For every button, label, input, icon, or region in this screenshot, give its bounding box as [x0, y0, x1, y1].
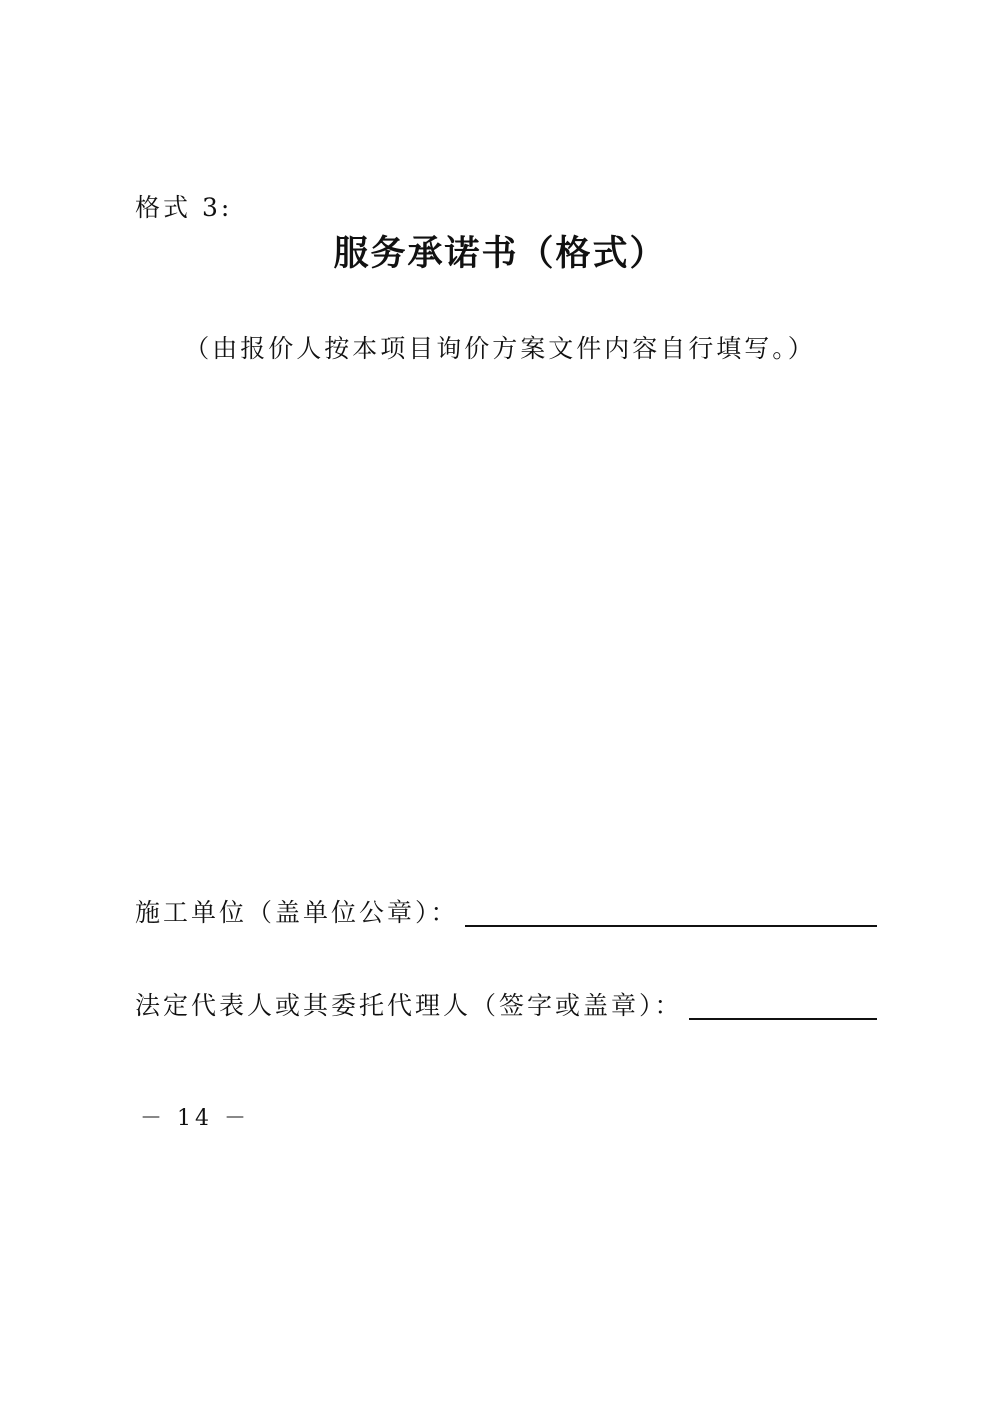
representative-signature-row	[135, 986, 877, 1022]
representative-signature-label: 法定代表人或其委托代理人（签字或盖章）：	[135, 991, 683, 1020]
instruction-text: （由报价人按本项目询价方案文件内容自行填写。）	[184, 334, 816, 363]
unit-seal-blank-line	[465, 899, 877, 927]
page-number: － 14 －	[140, 1106, 250, 1131]
page-title: 服务承诺书（格式）	[333, 233, 667, 274]
format-label: 格式 3:	[135, 193, 233, 222]
representative-signature-blank-line	[689, 992, 877, 1020]
unit-seal-row	[135, 893, 877, 929]
unit-seal-label: 施工单位（盖单位公章）：	[135, 898, 459, 927]
